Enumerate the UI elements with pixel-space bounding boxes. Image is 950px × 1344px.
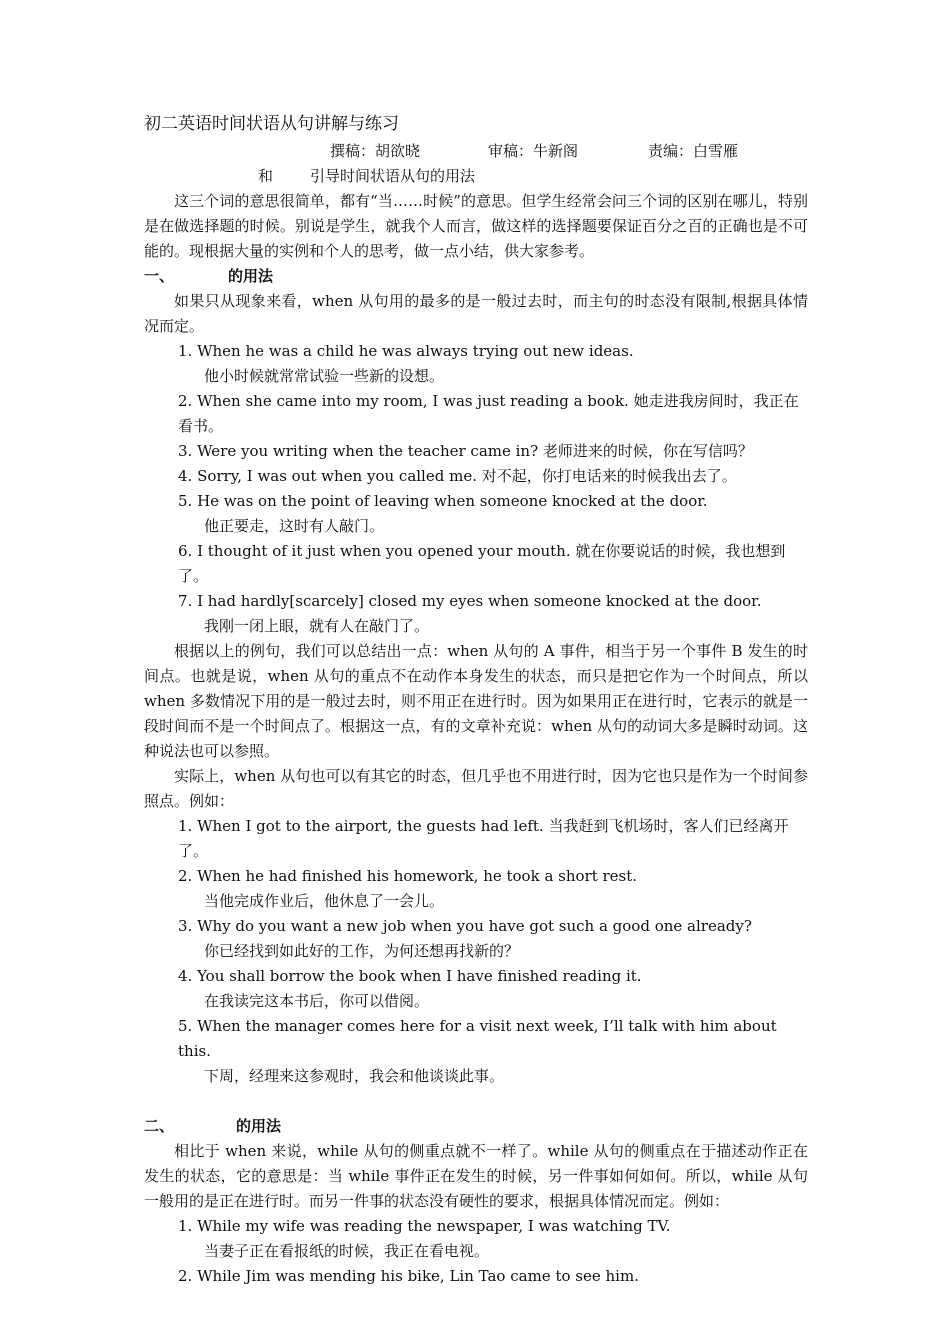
example-english: 6. I thought of it just when you opened your mouth. 就在你要说话的时候，我也想到了。	[178, 542, 786, 585]
example-item	[144, 489, 808, 539]
example-english: 7. I had hardly[scarcely] closed my eyes when someone knocked at the door.	[178, 592, 762, 610]
section-1-number: 一、	[144, 267, 175, 285]
example-item	[144, 964, 808, 1014]
section-1-paragraph-1: 如果只从现象来看，when 从句用的最多的是一般过去时，而主句的时态没有限制,根据具体情况而定。	[144, 292, 808, 335]
section-1-title: 的用法	[228, 267, 274, 285]
section-2-paragraph-1: 相比于 when 来说，while 从句的侧重点就不一样了。while 从句的侧重点在于描述动作正在发生的状态，它的意思是：当 while 事件正在发生的时候，另一件事如何如何。所以，while 从句一般用的是正在进行时。而另一件事的状态没有硬性的要求，根据具体情况而定。例如：	[144, 1142, 808, 1210]
subtitle-text: 引导时间状语从句的用法	[310, 167, 476, 185]
section-2-title: 的用法	[236, 1117, 282, 1135]
section-1-paragraph-3: 实际上，when 从句也可以有其它的时态，但几乎也不用进行时，因为它也只是作为一个时间参照点。例如：	[144, 767, 808, 810]
example-item	[144, 389, 808, 439]
example-english: 2. When he had finished his homework, he took a short rest.	[178, 867, 638, 885]
example-item	[144, 539, 808, 589]
subtitle-and: 和	[258, 167, 274, 185]
section-1-examples-2	[144, 814, 808, 1089]
section-2-number: 二、	[144, 1117, 175, 1135]
section-1-paragraph-2: 根据以上的例句，我们可以总结出一点：when 从句的 A 事件，相当于另一个事件 B 发生的时间点。也就是说，when 从句的重点不在动作本身发生的状态，而只是把它作为一个时间点，所以 when 多数情况下用的是一般过去时，则不用正在进行时。因为如果用正在进行时，它表示的就是一段时间而不是一个时间点了。根据这一点，有的文章补充说：when 从句的动词大多是瞬时动词。这种说法也可以参照。	[144, 642, 808, 760]
example-translation: 当他完成作业后，他休息了一会儿。	[204, 892, 445, 910]
example-item	[144, 814, 808, 864]
example-english: 5. He was on the point of leaving when someone knocked at the door.	[178, 492, 708, 510]
example-english: 2. When she came into my room, I was just reading a book. 她走进我房间时，我正在看书。	[178, 392, 799, 435]
example-translation: 我刚一闭上眼，就有人在敲门了。	[204, 617, 430, 635]
document-title: 初二英语时间状语从句讲解与练习	[144, 114, 399, 134]
editor-credit: 责编：白雪雁	[648, 142, 739, 160]
example-translation: 下周，经理来这参观时，我会和他谈谈此事。	[204, 1067, 505, 1085]
example-english: 1. When he was a child he was always trying out new ideas.	[178, 342, 634, 360]
section-1-examples	[144, 339, 808, 639]
example-item	[144, 914, 808, 964]
example-english: 2. While Jim was mending his bike, Lin Tao came to see him.	[178, 1267, 639, 1285]
credits-line	[144, 139, 808, 164]
section-2-heading	[144, 1114, 808, 1139]
example-item	[144, 864, 808, 914]
example-translation: 在我读完这本书后，你可以借阅。	[204, 992, 430, 1010]
reviewer-credit: 审稿：牛新阁	[488, 142, 579, 160]
intro-paragraph: 这三个词的意思很简单，都有“当……时候”的意思。但学生经常会问三个词的区别在哪儿，特别是在做选择题的时候。别说是学生，就我个人而言，做这样的选择题要保证百分之百的正确也是不可能的。现根据大量的实例和个人的思考，做一点小结，供大家参考。	[144, 192, 808, 260]
section-1-heading	[144, 264, 808, 289]
author-credit: 撰稿：胡欲晓	[330, 142, 421, 160]
example-translation: 他正要走，这时有人敲门。	[204, 517, 385, 535]
example-item	[144, 439, 808, 464]
example-item	[144, 1014, 808, 1089]
example-item	[144, 464, 808, 489]
example-item	[144, 589, 808, 639]
example-english: 5. When the manager comes here for a visit next week, I’ll talk with him about this.	[178, 1017, 777, 1060]
example-item	[144, 1214, 808, 1264]
subtitle-line	[144, 164, 808, 189]
blank-line	[144, 1089, 808, 1114]
example-english: 3. Why do you want a new job when you have got such a good one already?	[178, 917, 752, 935]
example-item	[144, 1264, 808, 1289]
example-translation: 他小时候就常常试验一些新的设想。	[204, 367, 445, 385]
document-page	[144, 112, 808, 1289]
example-english: 4. You shall borrow the book when I have finished reading it.	[178, 967, 642, 985]
example-english: 4. Sorry, I was out when you called me. 对不起，你打电话来的时候我出去了。	[178, 467, 737, 485]
example-translation: 你已经找到如此好的工作，为何还想再找新的？	[204, 942, 520, 960]
example-english: 3. Were you writing when the teacher came in? 老师进来的时候，你在写信吗？	[178, 442, 753, 460]
example-translation: 当妻子正在看报纸的时候，我正在看电视。	[204, 1242, 490, 1260]
example-item	[144, 339, 808, 389]
example-english: 1. When I got to the airport, the guests had left. 当我赶到飞机场时，客人们已经离开了。	[178, 817, 789, 860]
example-english: 1. While my wife was reading the newspaper, I was watching TV.	[178, 1217, 671, 1235]
section-2-examples	[144, 1214, 808, 1289]
